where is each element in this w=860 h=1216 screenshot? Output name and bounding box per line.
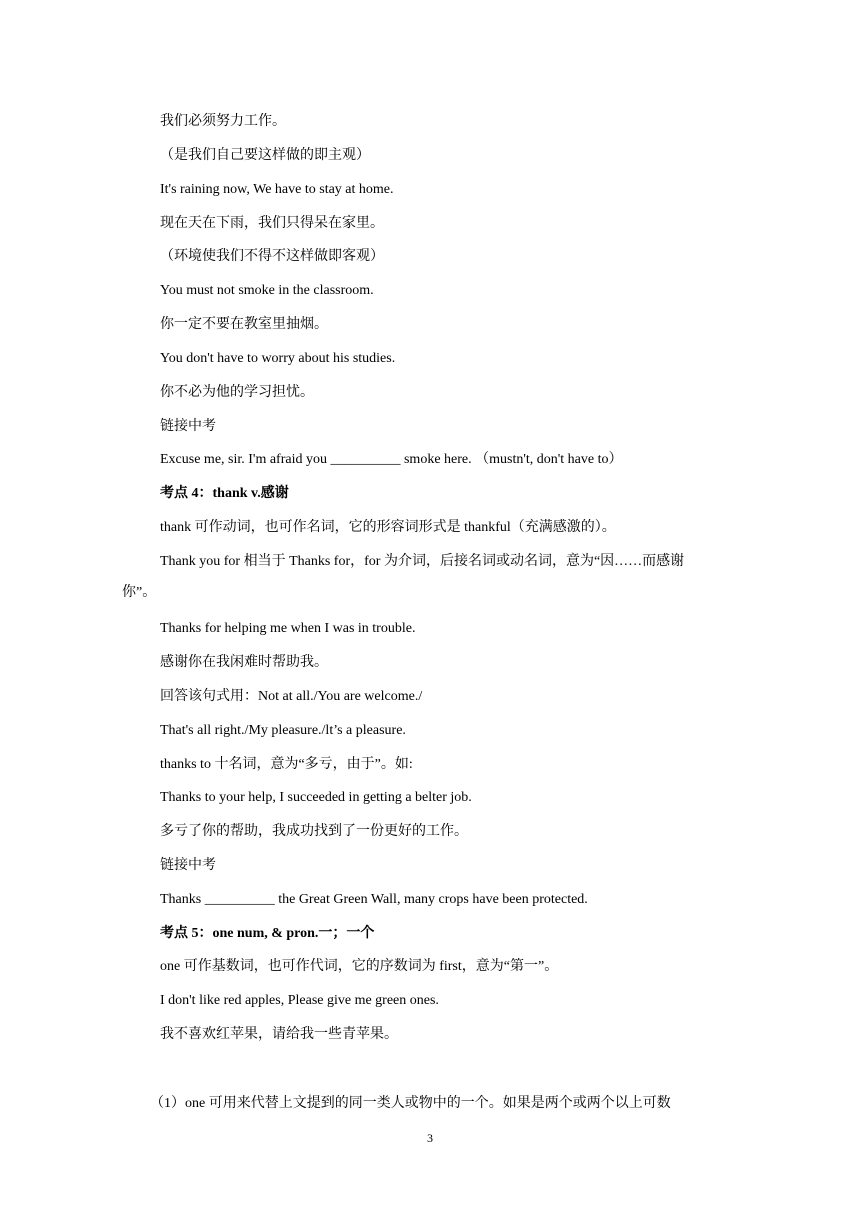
text-line: thank 可作动词，也可作名词，它的形容词形式是 thankful（充满感激的）。 <box>160 520 616 535</box>
page-number: 3 <box>427 1131 433 1145</box>
text-line: You must not smoke in the classroom. <box>160 283 374 298</box>
text-line: I don't like red apples, Please give me green ones. <box>160 993 439 1008</box>
text-line: 你一定不要在教室里抽烟。 <box>160 317 328 332</box>
text-line: 你不必为他的学习担忧。 <box>160 385 314 400</box>
text-line: （环境使我们不得不这样做即客观） <box>160 249 384 264</box>
text-line: 我不喜欢红苹果，请给我一些青苹果。 <box>160 1027 398 1042</box>
text-line: Excuse me, sir. I'm afraid you __________ smoke here. （mustn't, don't have to） <box>160 452 623 467</box>
text-line: Thanks __________ the Great Green Wall, many crops have been protected. <box>160 892 588 907</box>
text-line: Thanks to your help, I succeeded in getting a belter job. <box>160 790 472 805</box>
text-line: one 可作基数词，也可作代词，它的序数词为 first，意为“第一”。 <box>160 959 559 974</box>
text-line: 你”。 <box>122 585 157 600</box>
section-heading: 考点 5：one num, & pron.一；一个 <box>160 926 375 941</box>
text-line: （是我们自己要这样做的即主观） <box>160 148 370 163</box>
text-line: You don't have to worry about his studies. <box>160 351 396 366</box>
text-line: 多亏了你的帮助，我成功找到了一份更好的工作。 <box>160 824 468 839</box>
text-line: thanks to 十名词，意为“多亏，由于”。如: <box>160 757 413 772</box>
text-line: 现在天在下雨，我们只得呆在家里。 <box>160 216 384 231</box>
text-line: Thank you for 相当于 Thanks for，for 为介词，后接名词或动名词，意为“因……而感谢 <box>160 554 685 569</box>
text-line: That's all right./My pleasure./lt’s a pleasure. <box>160 723 406 738</box>
text-line: 链接中考 <box>160 419 216 434</box>
text-line: It's raining now, We have to stay at home. <box>160 182 394 197</box>
text-line: 感谢你在我闲难时帮助我。 <box>160 655 328 670</box>
text-line: 链接中考 <box>160 858 216 873</box>
section-heading: 考点 4：thank v.感谢 <box>160 486 289 501</box>
text-line: 我们必须努力工作。 <box>160 114 286 129</box>
text-line: 回答该句式用：Not at all./You are welcome./ <box>160 689 423 704</box>
text-line: （1）one 可用来代替上文提到的同一类人或物中的一个。如果是两个或两个以上可数 <box>150 1096 671 1111</box>
text-line: Thanks for helping me when I was in trouble. <box>160 621 416 636</box>
